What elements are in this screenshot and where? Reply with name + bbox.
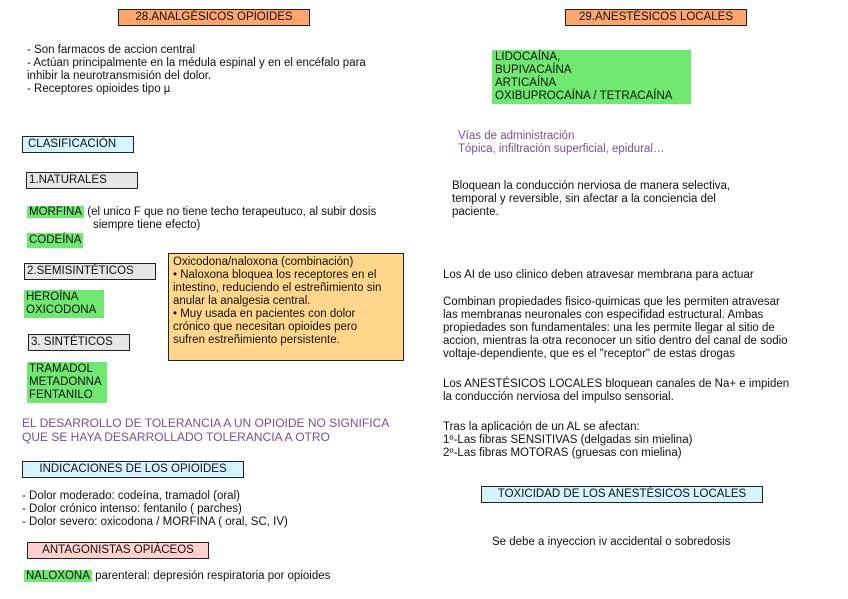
vias-line: Vías de administración xyxy=(458,130,575,142)
sinteticos-header: 3. SINTÉTICOS xyxy=(28,334,130,351)
bloquean-text xyxy=(452,180,730,219)
drug-item: ARTICAÍNA xyxy=(495,77,557,89)
naloxona-note: parenteral: depresión respiratoria por opioides xyxy=(95,570,331,582)
semisinteticos-header: 2.SEMISINTÉTICOS xyxy=(24,263,156,280)
text-line: paciente. xyxy=(452,206,499,218)
naturales-header: 1.NATURALES xyxy=(26,172,138,189)
intro-line: - Actúan principalmente en la médula espinal y en el encéfalo para xyxy=(27,57,366,69)
paragraph-4 xyxy=(443,421,692,460)
indicacion-item: - Dolor moderado: codeína, tramadol (oral) xyxy=(22,490,240,502)
morfina-note-cont: siempre tiene efecto) xyxy=(93,219,201,231)
tolerancia-note xyxy=(22,416,389,444)
text-line: voltaje-dependiente, que es el "receptor" de estas drogas xyxy=(443,348,736,360)
drug-item: TRAMADOL xyxy=(29,363,93,375)
left-title: 28.ANALGÉSICOS OPIOIDES xyxy=(118,9,310,26)
toxicidad-text: Se debe a inyeccion iv accidental o sobredosis xyxy=(492,536,731,548)
morfina-row xyxy=(27,206,376,232)
indicacion-item: - Dolor severo: oxicodona / MORFINA ( oral, SC, IV) xyxy=(22,516,288,528)
text-line: Los AI de uso clinico deben atravesar membrana para actuar xyxy=(443,269,754,281)
semisinteticos-list xyxy=(24,290,104,318)
box-line: • Muy usada en pacientes con dolor xyxy=(173,308,356,320)
morfina-note: (el unico F que no tiene techo terapeutuco, al subir dosis xyxy=(87,206,377,218)
text-line: las membranas neuronales con especifidad estructural. Ambas xyxy=(443,309,764,321)
clasificacion-header: CLASIFICACIÓN xyxy=(22,136,134,153)
intro-line: inhibir la neurotransmisión del dolor. xyxy=(27,70,212,82)
vias-line: Tópica, infiltración superficial, epidural… xyxy=(458,143,665,155)
drug-item: HEROÍNA xyxy=(26,291,79,303)
box-line: anular la analgesia central. xyxy=(173,295,311,307)
box-line: sufren estreñimiento persistente. xyxy=(173,334,340,346)
drug-item: FENTANILO xyxy=(29,389,93,401)
drug-item: BUPIVACAÍNA xyxy=(495,64,572,76)
paragraph-2 xyxy=(443,296,788,361)
sinteticos-list xyxy=(27,362,107,403)
text-line: 2º-Las fibras MOTORAS (gruesas con mielina) xyxy=(443,447,682,459)
right-title: 29.ANESTÉSICOS LOCALES xyxy=(565,9,747,26)
intro-line: - Son farmacos de accion central xyxy=(27,44,196,56)
text-line: accion, mientras la otra reconocer un sitio dentro del canal de sodio xyxy=(443,335,788,347)
box-line: Oxicodona/naloxona (combinación) xyxy=(173,256,354,268)
indicaciones-list xyxy=(22,490,288,529)
tolerancia-line: QUE SE HAYA DESARROLLADO TOLERANCIA A OTRO xyxy=(22,430,330,444)
vias-text xyxy=(458,130,664,156)
text-line: Bloquean la conducción nerviosa de manera selectiva, xyxy=(452,180,731,192)
text-line: propiedades son fundamentales: una les permite llegar al sitio de xyxy=(443,322,775,334)
box-line: intestino, reduciendo el estreñimiento sin xyxy=(173,282,382,294)
intro-text xyxy=(27,44,366,96)
drug-item: LIDOCAÍNA, xyxy=(495,51,561,63)
intro-line: - Receptores opioides tipo µ xyxy=(27,83,171,95)
text-line: 1º-Las fibras SENSITIVAS (delgadas sin mielina) xyxy=(443,434,693,446)
naloxona-row xyxy=(24,570,330,583)
codeina-label: CODEÍNA xyxy=(29,234,82,246)
naloxona-label: NALOXONA xyxy=(26,570,90,582)
box-line: • Naloxona bloquea los receptores en el xyxy=(173,269,377,281)
indicacion-item: - Dolor crónico intenso: fentanilo ( parches) xyxy=(22,503,242,515)
antagonistas-header: ANTAGONISTAS OPIÁCEOS xyxy=(27,542,209,559)
anestesicos-list xyxy=(492,50,691,104)
paragraph-1 xyxy=(443,269,754,282)
oxicodona-naloxona-box xyxy=(168,253,404,361)
indicaciones-header: INDICACIONES DE LOS OPIOIDES xyxy=(22,461,244,478)
text-line: la conducción nerviosa del impulso sensorial. xyxy=(443,391,674,403)
toxicidad-header: TOXICIDAD DE LOS ANESTÉSICOS LOCALES xyxy=(481,486,763,503)
drug-item: METADONNA xyxy=(29,376,102,388)
paragraph-3 xyxy=(443,378,789,404)
text-line: temporal y reversible, sin afectar a la conciencia del xyxy=(452,193,716,205)
box-line: crónico que necesitan opioides pero xyxy=(173,321,358,333)
tolerancia-line: EL DESARROLLO DE TOLERANCIA A UN OPIOIDE NO SIGNIFICA xyxy=(22,416,390,430)
text-line: Los ANESTÉSICOS LOCALES bloquean canales de Na+ e impiden xyxy=(443,378,790,390)
drug-item: OXIBUPROCAÍNA / TETRACAÍNA xyxy=(495,90,673,102)
morfina-label: MORFINA xyxy=(29,206,83,218)
text-line: Tras la aplicación de un AL se afectan: xyxy=(443,421,640,433)
drug-item: OXICODONA xyxy=(26,304,97,316)
text-line: Combinan propiedades fisico-quimicas que les permiten atravesar xyxy=(443,296,780,308)
